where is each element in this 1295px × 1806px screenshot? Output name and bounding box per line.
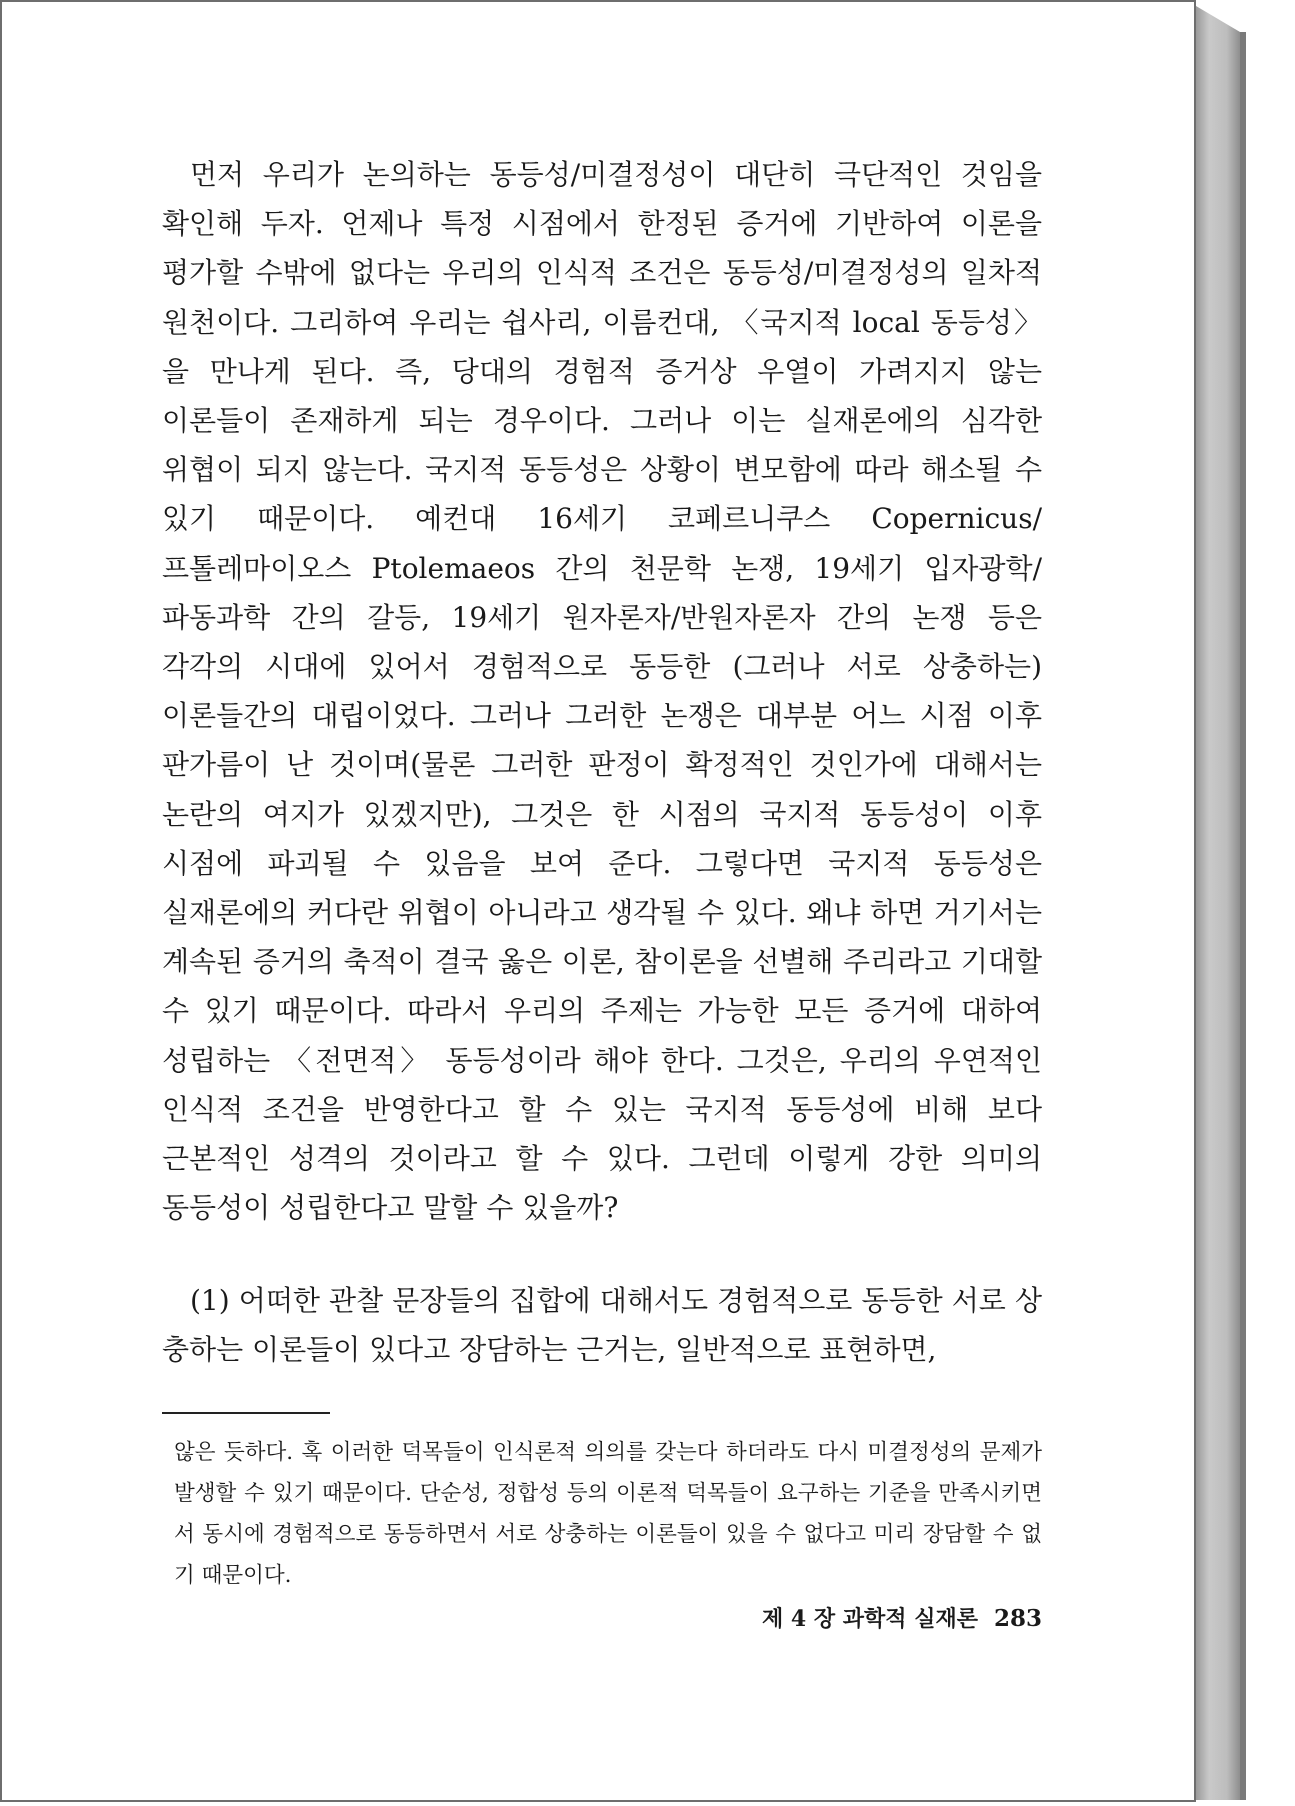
page-stack-edge [1196, 6, 1240, 1800]
footnote-text: 않은 듯하다. 혹 이러한 덕목들이 인식론적 의의를 갖는다 하더라도 다시 미결정성의 문제가 발생할 수 있기 때문이다. 단순성, 정합성 등의 이론적 덕목들이 요구하는 기준을 만족시키면서 동시에 경험적으로 동등하면서 서로 상충하는 이론들이 있을 수 없다고 미리 장담할 수 없기 때문이다. [174, 1440, 1042, 1589]
footnote-separator [162, 1412, 330, 1414]
numbered-item-1: (1) 어떠한 관찰 문장들의 집합에 대해서도 경험적으로 동등한 서로 상충하는 이론들이 있다고 장담하는 근거는, 일반적으로 표현하면, [162, 1284, 1042, 1367]
page-content [162, 150, 1042, 1596]
body-paragraph: 먼저 우리가 논의하는 동등성/미결정성이 대단히 극단적인 것임을 확인해 두자. 언제나 특정 시점에서 한정된 증거에 기반하여 이론을 평가할 수밖에 없다는 우리의 인식적 조건은 동등성/미결정성의 일차적 원천이다. 그리하여 우리는 쉽사리, 이름컨대, 〈국지적 local 동등성〉을 만나게 된다. 즉, 당대의 경험적 증거상 우열이 가려지지 않는 이론들이 존재하게 되는 경우이다. 그러나 이는 실재론에의 심각한 위협이 되지 않는다. 국지적 동등성은 상황이 변모함에 따라 해소될 수 있기 때문이다. 예컨대 16세기 코페르니쿠스 Copernicus/프톨레마이오스 Ptolemaeos 간의 천문학 논쟁, 19세기 입자광학/파동과학 간의 갈등, 19세기 원자론자/반원자론자 간의 논쟁 등은 각각의 시대에 있어서 경험적으로 동등한 (그러나 서로 상충하는) 이론들간의 대립이었다. 그러나 그러한 논쟁은 대부분 어느 시점 이후 판가름이 난 것이며(물론 그러한 판정이 확정적인 것인가에 대해서는 논란의 여지가 있겠지만), 그것은 한 시점의 국지적 동등성이 이후 시점에 파괴될 수 있음을 보여 준다. 그렇다면 국지적 동등성은 실재론에의 커다란 위협이 아니라고 생각될 수 있다. 왜냐 하면 거기서는 계속된 증거의 축적이 결국 옳은 이론, 참이론을 선별해 주리라고 기대할 수 있기 때문이다. 따라서 우리의 주제는 가능한 모든 증거에 대하여 성립하는 〈전면적〉 동등성이라 해야 한다. 그것은, 우리의 우연적인 인식적 조건을 반영한다고 할 수 있는 국지적 동등성에 비해 보다 근본적인 성격의 것이라고 할 수 있다. 그런데 이렇게 강한 의미의 동등성이 성립한다고 말할 수 있을까? [162, 158, 1042, 1225]
chapter-title: 제 4 장 과학적 실재론 [762, 1606, 978, 1632]
page-stack-shadow [1240, 32, 1246, 1800]
running-footer [762, 1602, 1042, 1633]
page-number: 283 [993, 1605, 1042, 1632]
